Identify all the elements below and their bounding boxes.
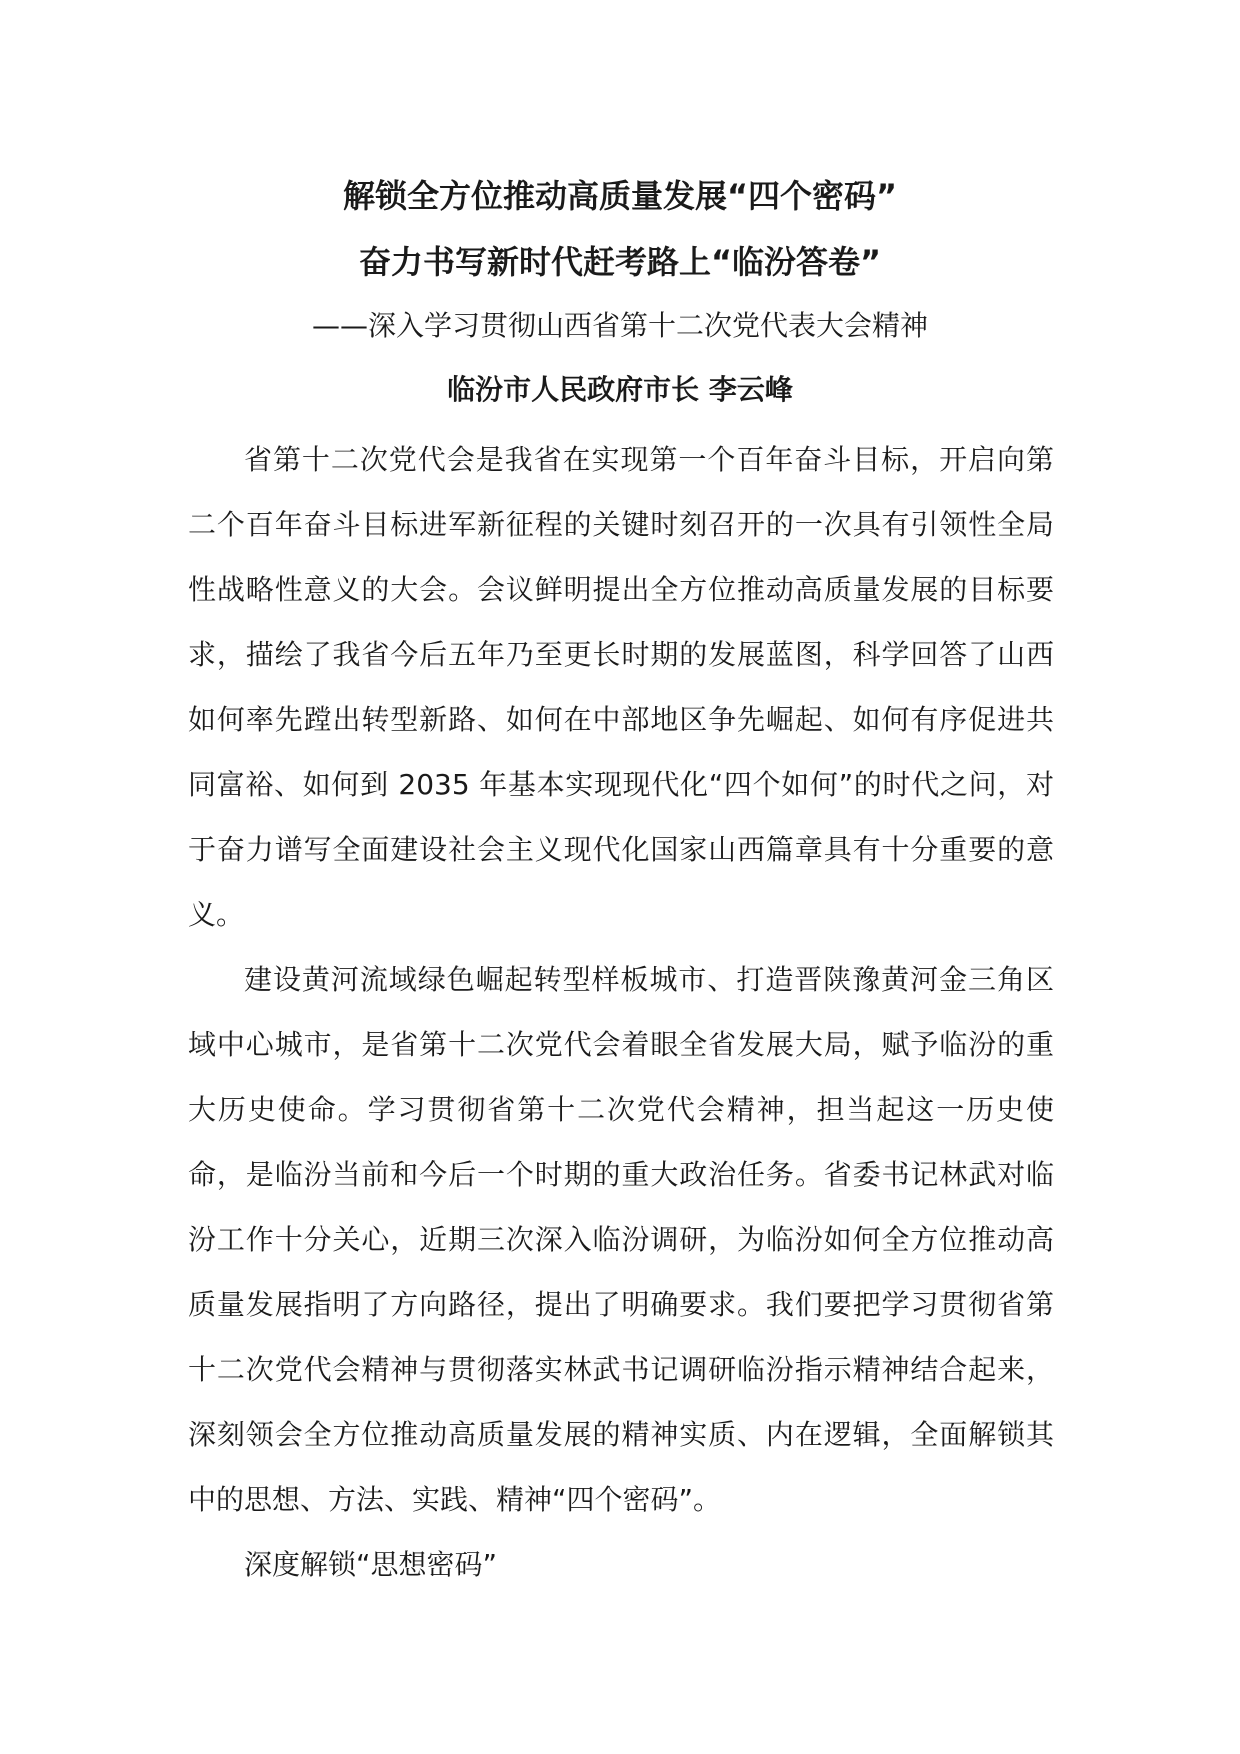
- document-title-line-2: 奋力书写新时代赶考路上“临汾答卷”: [358, 243, 882, 281]
- document-title-line-1: 解锁全方位推动高质量发展“四个密码”: [342, 177, 898, 215]
- document-subtitle: ——深入学习贯彻山西省第十二次党代表大会精神: [311, 309, 928, 342]
- body-paragraph-1: 省第十二次党代会是我省在实现第一个百年奋斗目标，开启向第二个百年奋斗目标进军新征程的关键时刻召开的一次具有引领性全局性战略性意义的大会。会议鲜明提出全方位推动高质量发展的目标要求，描绘了我省今后五年乃至更长时期的发展蓝图，科学回答了山西如何率先蹚出转型新路、如何在中部地区争先崛起、如何有序促进共同富裕、如何到 2035 年基本实现现代化“四个如何”的时代之问，对于奋力谱写全面建设社会主义现代化国家山西篇章具有十分重要的意义。: [188, 443, 1054, 931]
- section-heading: 深度解锁“思想密码”: [244, 1548, 498, 1581]
- body-paragraph-2: 建设黄河流域绿色崛起转型样板城市、打造晋陕豫黄河金三角区域中心城市，是省第十二次党代会着眼全省发展大局，赋予临汾的重大历史使命。学习贯彻省第十二次党代会精神，担当起这一历史使命，是临汾当前和今后一个时期的重大政治任务。省委书记林武对临汾工作十分关心，近期三次深入临汾调研，为临汾如何全方位推动高质量发展指明了方向路径，提出了明确要求。我们要把学习贯彻省第十二次党代会精神与贯彻落实林武书记调研临汾指示精神结合起来，深刻领会全方位推动高质量发展的精神实质、内在逻辑，全面解锁其中的思想、方法、实践、精神“四个密码”。: [188, 963, 1054, 1516]
- document-author: 临汾市人民政府市长 李云峰: [447, 373, 793, 406]
